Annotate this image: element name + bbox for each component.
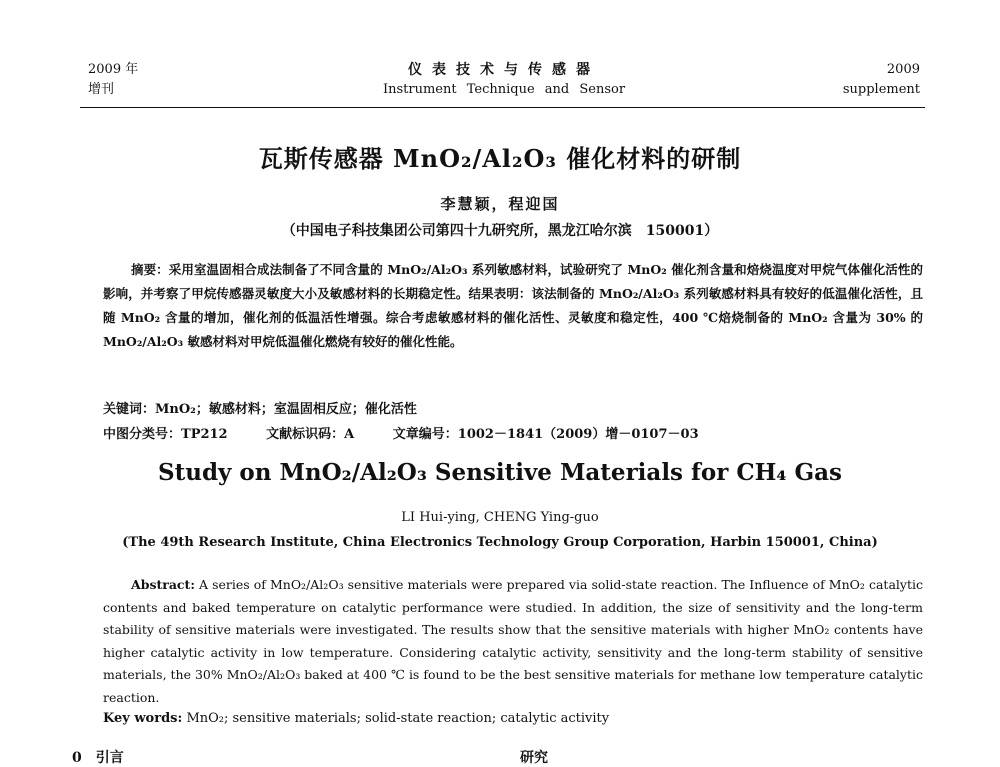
header-right <box>843 60 920 100</box>
keywords-en-label: Key words: <box>103 711 183 726</box>
clc-number <box>103 427 228 442</box>
abstract-en-text: A series of MnO₂/Al₂O₃ sensitive materials were prepared via solid-state reaction. The Influence of MnO₂ catalytic contents and baked temperature on catalytic performance were studied. In addition, the size of sensitivity and the long-term stability of sensitive materials were investigated. The results show that the sensitive materials with higher MnO₂ contents have higher catalytic activity in low temperature. Considering catalytic activity, sensitivity and the long-term stability of sensitive materials, the 30% MnO₂/Al₂O₃ baked at 400 ℃ is found to be the best sensitive materials for methane low temperature catalytic reaction. <box>103 577 923 705</box>
article-number-label: 文章编号： <box>392 427 458 442</box>
header-year-right: 2009 <box>886 62 920 77</box>
header-year-left: 2009 年 <box>88 62 139 77</box>
abstract-en-label: Abstract: <box>131 577 195 592</box>
affiliation-cn: （中国电子科技集团公司第四十九研究所，黑龙江哈尔滨 150001） <box>281 223 719 239</box>
abstract-cn-label: 摘要： <box>131 262 169 277</box>
header-journal <box>88 60 920 100</box>
article-number-value: 1002－1841（2009）增－0107－03 <box>457 427 699 442</box>
title-en: Study on MnO₂/Al₂O₃ Sensitive Materials for CH₄ Gas <box>157 459 842 486</box>
abstract-cn-text: 采用室温固相合成法制备了不同含量的 MnO₂/Al₂O₃ 系列敏感材料，试验研究了 MnO₂ 催化剂含量和焙烧温度对甲烷气体催化活性的影响，并考察了甲烷传感器灵敏度大小及敏感材料的长期稳定性。结果表明：该法制备的 MnO₂/Al₂O₃ 系列敏感材料具有较好的低温催化活性，且随 MnO₂ 含量的增加，催化剂的低温活性增强。综合考虑敏感材料的催化活性、灵敏度和稳定性，400 ℃焙烧制备的 MnO₂ 含量为 30% 的 MnO₂/Al₂O₃ 敏感材料对甲烷低温催化燃烧有较好的催化性能。 <box>103 262 923 349</box>
keywords-cn-text: MnO₂；敏感材料；室温固相反应；催化活性 <box>155 402 417 417</box>
journal-name-en: Instrument Technique and Sensor <box>382 82 626 97</box>
authors-cn: 李慧颖，程迎国 <box>440 195 560 213</box>
affiliation-en: (The 49th Research Institute, China Electronics Technology Group Corporation, Harbin 150001, China) <box>122 535 878 550</box>
keywords-cn-label: 关键词： <box>103 402 156 417</box>
header-issue-right: supplement <box>842 82 920 97</box>
header-issue-left: 增刊 <box>88 82 115 97</box>
clc-label: 中图分类号： <box>103 427 182 442</box>
header-rule <box>80 107 925 108</box>
document-code-label: 文献标识码： <box>266 427 345 442</box>
section-heading-study: 研究 <box>520 750 548 766</box>
keywords-en-text: MnO₂; sensitive materials; solid-state reaction; catalytic activity <box>186 711 610 726</box>
document-code <box>266 427 354 442</box>
running-header <box>88 60 920 106</box>
keywords-en <box>103 709 923 729</box>
classification-line <box>103 424 733 446</box>
keywords-cn <box>103 399 923 421</box>
article-number <box>393 427 699 442</box>
abstract-en <box>103 574 923 709</box>
journal-name-cn: 仪表技术与传感器 <box>408 62 600 78</box>
authors-en: LI Hui-ying, CHENG Ying-guo <box>401 510 599 525</box>
section-heading-intro: 0 引言 <box>72 750 124 766</box>
document-code-value: A <box>344 427 355 442</box>
clc-value: TP212 <box>181 427 228 442</box>
title-cn: 瓦斯传感器 MnO₂/Al₂O₃ 催化材料的研制 <box>258 144 742 173</box>
abstract-cn <box>103 258 923 354</box>
